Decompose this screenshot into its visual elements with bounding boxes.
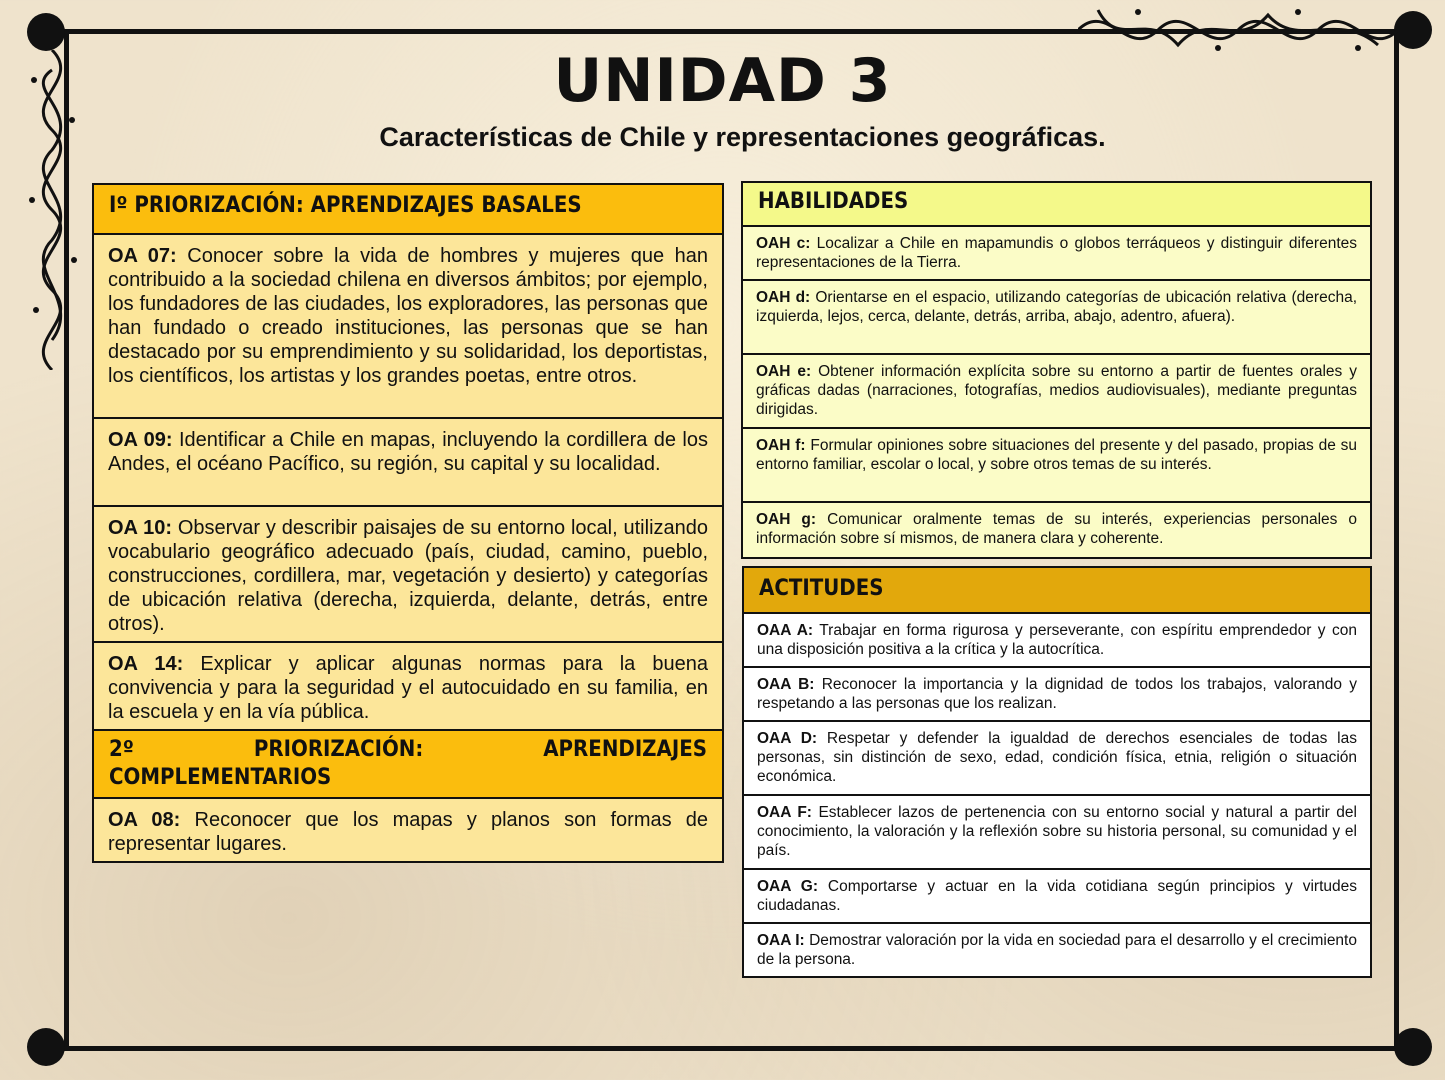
oa-07-cell	[93, 234, 723, 418]
oa-code: OA 10:	[108, 517, 172, 539]
oa-code: OA 09:	[108, 429, 173, 451]
oa-text: Reconocer que los mapas y planos son formas de representar lugares.	[108, 809, 708, 855]
page-title: UNIDAD 3	[553, 46, 892, 116]
oa-text: Identificar a Chile en mapas, incluyendo la cordillera de los Andes, el océano Pacífico, su región, su capital y su localidad.	[108, 429, 708, 475]
oaa-text: Establecer lazos de pertenencia con su entorno social y natural a partir del conocimiento, la valoración y la reflexión sobre su historia personal, su comunidad y el país.	[757, 804, 1357, 859]
oaa-code: OAA D:	[757, 730, 818, 747]
priorizacion-2-header: 2º PRIORIZACIÓN: APRENDIZAJES COMPLEMENTARIOS	[93, 730, 723, 798]
oaa-text: Respetar y defender la igualdad de derechos esenciales de todas las personas, sin distinción de sexo, edad, condición física, etnia, religión o situación económica.	[757, 730, 1357, 785]
oah-code: OAH f:	[756, 437, 806, 454]
oaa-code: OAA B:	[757, 676, 815, 693]
page-subtitle: Características de Chile y representaciones geográficas.	[379, 122, 1106, 152]
oaa-code: OAA I:	[757, 932, 805, 949]
priorizacion-1-header: Iº PRIORIZACIÓN: APRENDIZAJES BASALES	[93, 184, 723, 234]
frame-right-line	[1394, 30, 1399, 1050]
oaa-f-cell	[743, 795, 1371, 869]
oaa-i-cell	[743, 923, 1371, 977]
oah-code: OAH g:	[756, 511, 817, 528]
oah-text: Comunicar oralmente temas de su interés, experiencias personales o información sobre sí mismos, de manera clara y coherente.	[756, 511, 1358, 547]
oa-code: OA 14:	[108, 653, 184, 675]
oa-10-cell	[93, 506, 723, 642]
oaa-text: Demostrar valoración por la vida en sociedad para el desarrollo y el crecimiento de la persona.	[757, 932, 1357, 968]
habilidades-header: HABILIDADES	[742, 182, 1371, 226]
frame-bottom-line	[46, 1046, 1414, 1051]
oah-c-cell	[742, 226, 1371, 280]
corner-dot-bottom-left	[27, 1028, 65, 1066]
oah-code: OAH c:	[756, 235, 811, 252]
oa-09-cell	[93, 418, 723, 506]
oa-code: OA 08:	[108, 809, 181, 831]
oaa-a-cell	[743, 613, 1371, 667]
oah-text: Obtener información explícita sobre su entorno a partir de fuentes orales y gráficas dadas (narraciones, fotografías, medios audiovisuales), mediante preguntas dirigidas.	[756, 363, 1357, 418]
oah-f-cell	[742, 428, 1371, 502]
oa-text: Observar y describir paisajes de su entorno local, utilizando vocabulario geográfico adecuado (país, ciudad, camino, pueblo, construcciones, cordillera, mar, vegetación y desierto) y categorías de ubicación relativa (derecha, izquierda, delante, detrás, entre otros).	[108, 517, 708, 635]
priorizacion-table	[92, 183, 724, 863]
actitudes-header: ACTITUDES	[743, 567, 1371, 613]
corner-dot-bottom-right	[1394, 1028, 1432, 1066]
oah-text: Localizar a Chile en mapamundis o globos terráqueos y distinguir diferentes representaciones de la Tierra.	[756, 235, 1357, 271]
oah-e-cell	[742, 354, 1371, 428]
oaa-g-cell	[743, 869, 1371, 923]
oa-code: OA 07:	[108, 245, 177, 267]
oaa-d-cell	[743, 721, 1371, 795]
oah-code: OAH d:	[756, 289, 811, 306]
oa-08-cell	[93, 798, 723, 862]
corner-dot-top-right	[1394, 11, 1432, 49]
oa-text: Conocer sobre la vida de hombres y mujeres que han contribuido a la sociedad chilena en diversos ámbitos; por ejemplo, los fundadores de las ciudades, los exploradores, las personas que han fundado o creado instituciones, las personas que se han destacado por su emprendimiento y su solidaridad, los deportistas, los científicos, los artistas y los grandes poetas, entre otros.	[108, 245, 708, 387]
oah-d-cell	[742, 280, 1371, 354]
oah-code: OAH e:	[756, 363, 812, 380]
oaa-code: OAA G:	[757, 878, 818, 895]
oaa-text: Trabajar en forma rigurosa y perseverante, con espíritu emprendedor y con una disposición positiva a la crítica y la autocrítica.	[757, 622, 1357, 658]
oah-text: Formular opiniones sobre situaciones del presente y del pasado, propias de su entorno familiar, escolar o local, y sobre otros temas de su interés.	[756, 437, 1357, 473]
oaa-text: Reconocer la importancia y la dignidad de todos los trabajos, valorando y respetando a las personas que los realizan.	[757, 676, 1357, 712]
oaa-code: OAA F:	[757, 804, 812, 821]
oa-text: Explicar y aplicar algunas normas para la buena convivencia y para la seguridad y el autocuidado en su familia, en la escuela y en la vía pública.	[108, 653, 708, 723]
oaa-code: OAA A:	[757, 622, 814, 639]
oaa-text: Comportarse y actuar en la vida cotidiana según principios y virtudes ciudadanas.	[757, 878, 1357, 914]
oa-14-cell	[93, 642, 723, 730]
actitudes-table	[742, 566, 1372, 978]
habilidades-table	[741, 181, 1372, 559]
oaa-b-cell	[743, 667, 1371, 721]
oah-text: Orientarse en el espacio, utilizando categorías de ubicación relativa (derecha, izquierda, lejos, cerca, delante, detrás, arriba, abajo, adentro, afuera).	[756, 289, 1357, 325]
oah-g-cell	[742, 502, 1371, 558]
